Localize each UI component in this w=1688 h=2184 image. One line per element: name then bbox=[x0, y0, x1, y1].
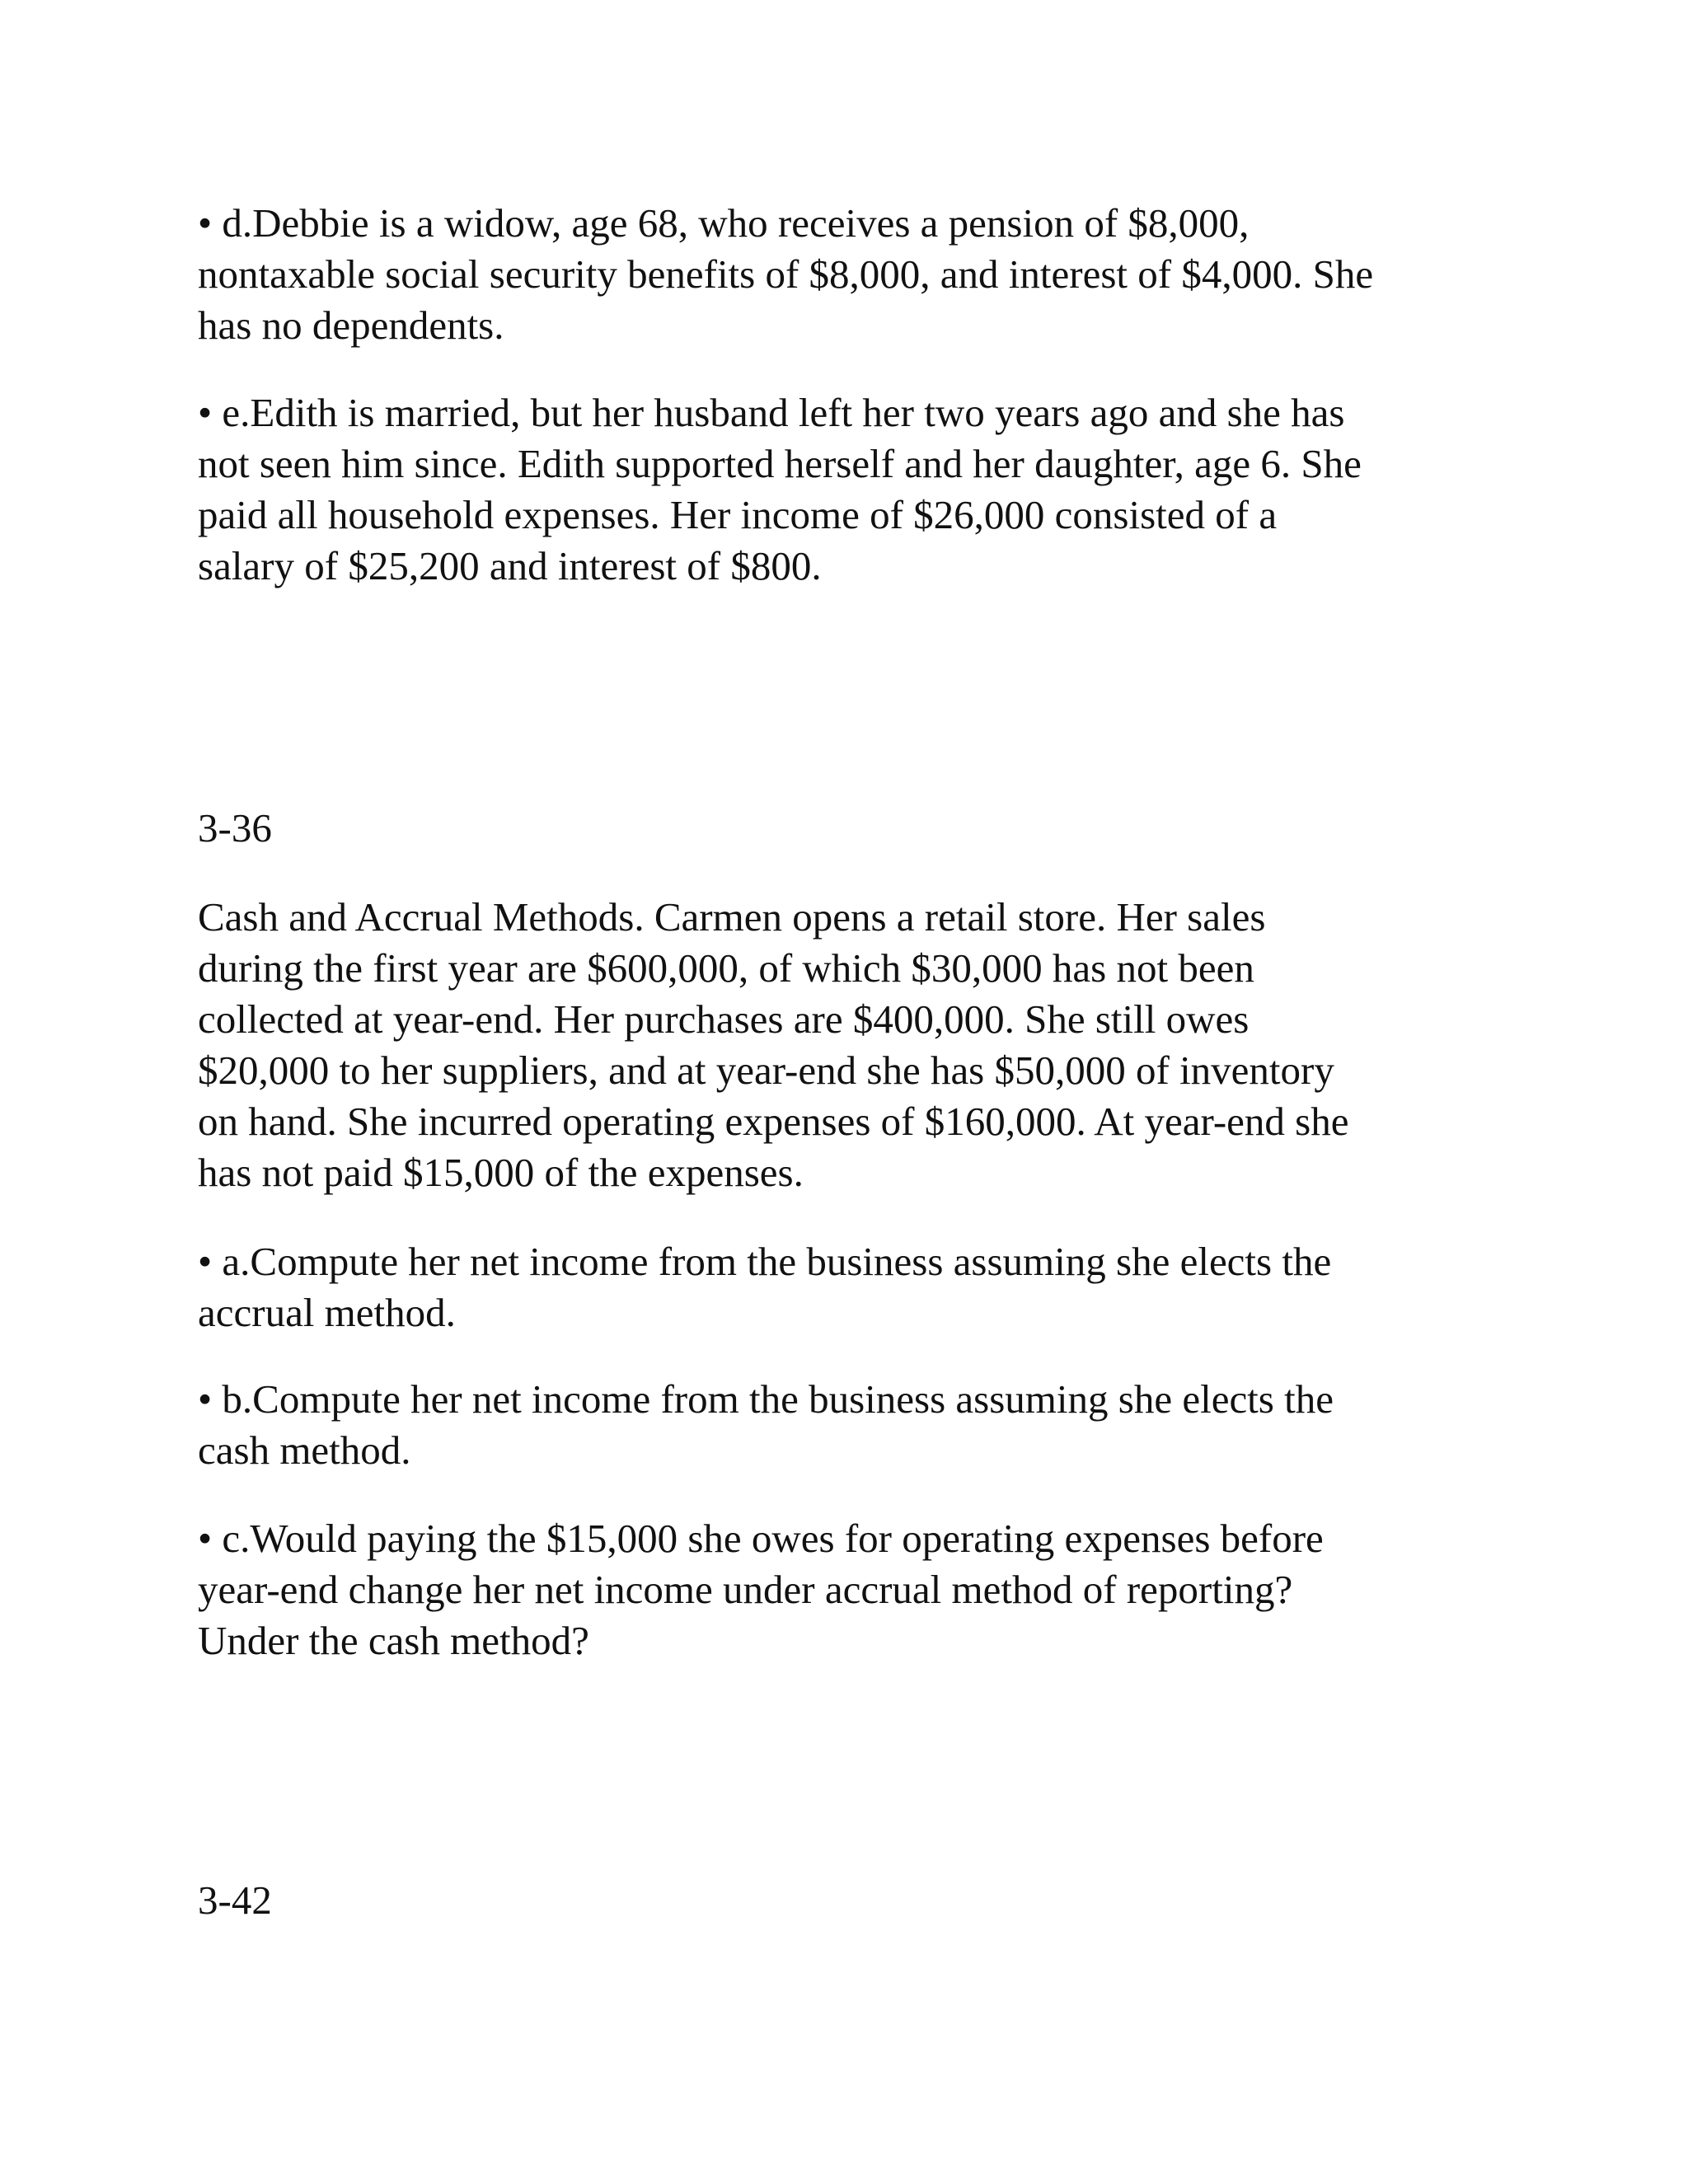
problem-number-3-36: 3-36 bbox=[198, 805, 272, 851]
problem-3-36-intro bbox=[198, 892, 1484, 1198]
intro-line: Cash and Accrual Methods. Carmen opens a retail store. Her sales bbox=[198, 894, 1266, 940]
question-c-line: • c.Would paying the $15,000 she owes for operating expenses before bbox=[198, 1516, 1324, 1561]
question-b bbox=[198, 1374, 1484, 1476]
intro-line: during the first year are $600,000, of which $30,000 has not been bbox=[198, 945, 1254, 991]
question-a-line: • a.Compute her net income from the business assuming she elects the bbox=[198, 1239, 1332, 1284]
item-d-line: has no dependents. bbox=[198, 302, 504, 348]
intro-line: $20,000 to her suppliers, and at year-end she has $50,000 of inventory bbox=[198, 1047, 1334, 1093]
item-d-line: • d.Debbie is a widow, age 68, who receives a pension of $8,000, bbox=[198, 200, 1250, 246]
item-e-line: not seen him since. Edith supported herself and her daughter, age 6. She bbox=[198, 441, 1362, 486]
item-e-paragraph bbox=[198, 387, 1484, 592]
question-b-line: cash method. bbox=[198, 1427, 411, 1473]
question-b-line: • b.Compute her net income from the business assuming she elects the bbox=[198, 1376, 1334, 1422]
question-a bbox=[198, 1236, 1484, 1338]
intro-line: on hand. She incurred operating expenses of $160,000. At year-end she bbox=[198, 1099, 1349, 1144]
question-c-line: year-end change her net income under accrual method of reporting? bbox=[198, 1567, 1293, 1612]
intro-line: collected at year-end. Her purchases are $400,000. She still owes bbox=[198, 996, 1250, 1042]
intro-line: has not paid $15,000 of the expenses. bbox=[198, 1150, 804, 1195]
item-e-line: paid all household expenses. Her income of $26,000 consisted of a bbox=[198, 492, 1278, 537]
item-e-line: • e.Edith is married, but her husband left her two years ago and she has bbox=[198, 390, 1345, 435]
item-d-paragraph bbox=[198, 198, 1484, 351]
item-d-line: nontaxable social security benefits of $8,000, and interest of $4,000. She bbox=[198, 251, 1374, 297]
question-c-line: Under the cash method? bbox=[198, 1618, 589, 1663]
problem-number-3-42: 3-42 bbox=[198, 1877, 272, 1923]
question-c bbox=[198, 1513, 1484, 1666]
question-a-line: accrual method. bbox=[198, 1290, 456, 1335]
item-e-line: salary of $25,200 and interest of $800. bbox=[198, 543, 822, 588]
